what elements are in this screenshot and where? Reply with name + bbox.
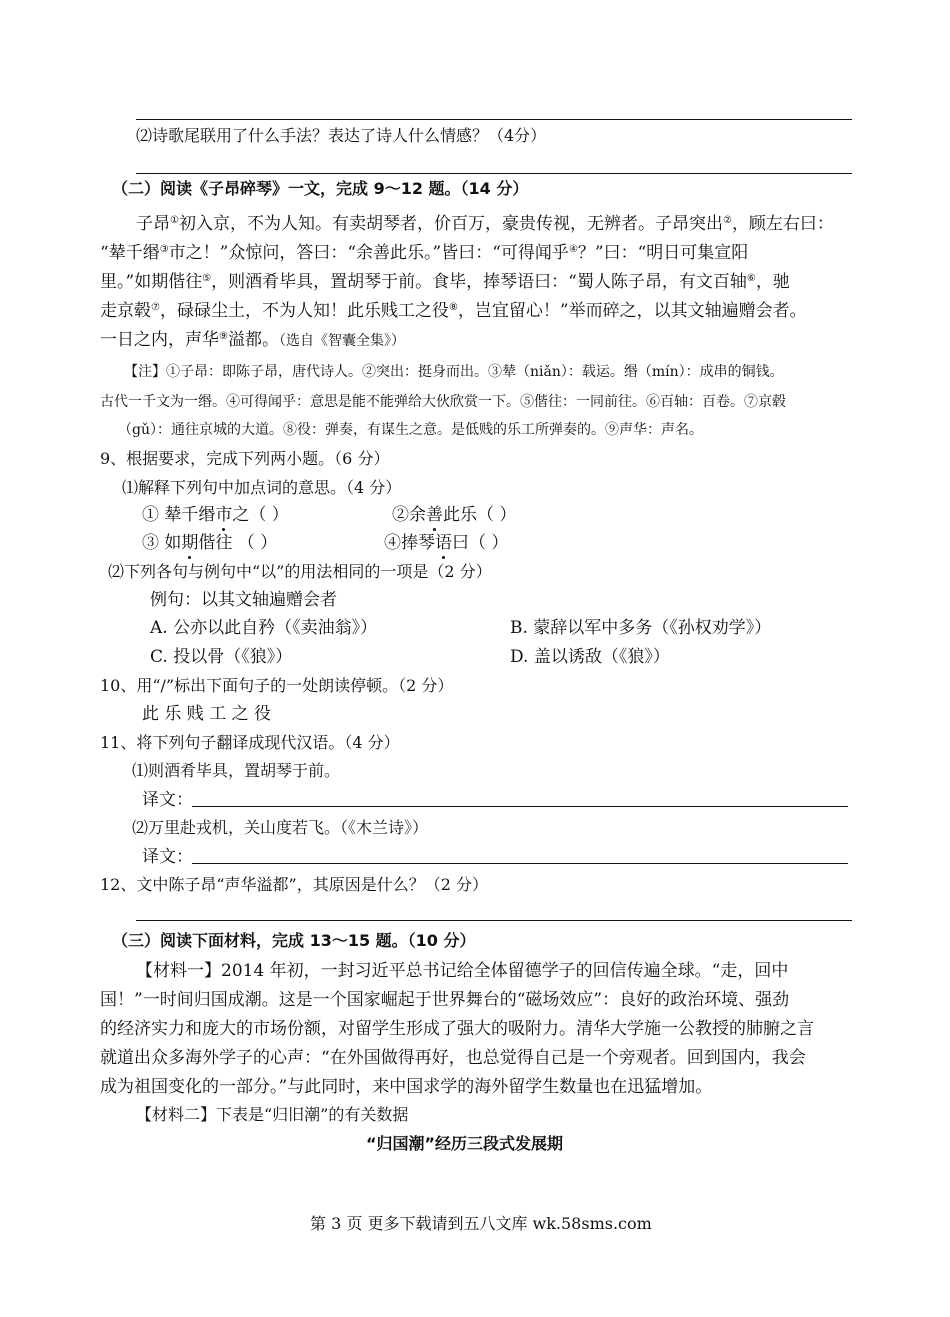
question-9-title: 9、根据要求，完成下列两小题。（6 分） (100, 449, 390, 468)
question-9-2: ⑵下列各句与例句中“以”的用法相同的一项是（2 分） (108, 562, 492, 581)
notes-line-3: （gǔ）：通往京城的大道。⑧役：弹奏，有谋生之意。是低贱的乐工所弹奏的。⑨声华：声名。 (118, 422, 703, 438)
material-1-line-4: 就道出众多海外学子的心声：“在外国做得再好，也总觉得自己是一个旁观者。回到国内，我会 (100, 1048, 806, 1068)
q9-item-3: ③ 如期偕往 （ ） (142, 533, 278, 553)
section-2-title: （二）阅读《子昂碎琴》一文，完成 9～12 题。（14 分） (112, 179, 529, 198)
q9-example: 例句：以其文轴遍赠会者 (150, 590, 337, 610)
question-12: 12、文中陈子昂“声华溢都”，其原因是什么？（2 分） (100, 875, 488, 894)
material-2-intro: 【材料二】下表是“归旧潮”的有关数据 (136, 1105, 409, 1124)
question-9-1: ⑴解释下列句中加点词的意思。（4 分） (122, 478, 402, 497)
q11-sentence-1: ⑴则酒肴毕具，置胡琴于前。 (132, 761, 341, 780)
question-8-2: ⑵诗歌尾联用了什么手法？表达了诗人什么情感？（4分） (136, 126, 547, 145)
notes-line-1: 【注】①子昂：即陈子昂，唐代诗人。②突出：挺身而出。③辇（niǎn）：载运。缗（mín）：成串的铜钱。 (124, 364, 784, 380)
passage-line-5: 一日之内，声华⑨溢都。（选自《智囊全集》） (100, 330, 405, 350)
material-1-line-3: 的经济实力和庞大的市场份额，对留学生形成了强大的吸附力。清华大学施一公教授的肺腑之言 (100, 1019, 814, 1039)
section-3-title: （三）阅读下面材料，完成 13～15 题。（10 分） (112, 931, 476, 950)
question-11-title: 11、将下列句子翻译成现代汉语。（4 分） (100, 733, 400, 752)
option-a: A. 公亦以此自矜（《卖油翁》） (150, 618, 378, 638)
passage-line-1: 子昂①初入京，不为人知。有卖胡琴者，价百万，豪贵传视，无辨者。子昂突出②，顾左右曰： (136, 214, 834, 234)
table-title: “归国潮”经历三段式发展期 (366, 1134, 564, 1153)
option-b: B. 蒙辞以军中多务（《孙权劝学》） (510, 618, 772, 638)
material-1-line-5: 成为祖国变化的一部分。”与此同时，来中国求学的海外留学生数量也在迅猛增加。 (100, 1077, 713, 1097)
translation-line-1[interactable] (192, 806, 848, 807)
q9-item-4: ④捧琴语曰（ ） (384, 533, 509, 553)
question-10-title: 10、用“/”标出下面句子的一处朗读停顿。（2 分） (100, 676, 454, 695)
material-1-line-1: 【材料一】2014 年初，一封习近平总书记给全体留德学子的回信传遍全球。“走，回中 (136, 961, 789, 981)
notes-line-2: 古代一千文为一缗。④可得闻乎：意思是能不能弹给大伙欣赏一下。⑤偕往：一同前往。⑥百轴：百卷。⑦京毂 (100, 394, 786, 410)
passage-line-3: 里。”如期偕往⑤，则酒肴毕具，置胡琴于前。食毕，捧琴语曰：“蜀人陈子昂，有文百轴⑥，驰 (100, 272, 790, 292)
page-footer: 第 3 页 更多下载请到五八文库 wk.58sms.com (310, 1214, 652, 1233)
answer-line[interactable] (136, 920, 852, 921)
option-d: D. 盖以诱敌（《狼》） (510, 647, 670, 667)
q9-item-2: ②余善此乐（ ） (392, 505, 517, 525)
translation-line-2[interactable] (192, 863, 848, 864)
translation-label-2: 译文： (142, 847, 193, 867)
answer-line (136, 119, 852, 120)
passage-line-2: “辇千缗③市之！”众惊问，答曰：“余善此乐。”皆曰：“可得闻乎④？”曰：“明日可集宣阳 (100, 243, 749, 263)
q9-item-1: ① 辇千缗市之（ ） (142, 505, 289, 525)
q11-sentence-2: ⑵万里赴戎机，关山度若飞。（《木兰诗》） (132, 818, 429, 837)
translation-label-1: 译文： (142, 790, 193, 810)
passage-source: （选自《智囊全集》） (278, 333, 405, 349)
passage-line-4: 走京毂⑦，碌碌尘土，不为人知！此乐贱工之役⑧，岂宜留心！”举而碎之，以其文轴遍赠会者。 (100, 301, 807, 321)
q10-sentence: 此 乐 贱 工 之 役 (142, 704, 272, 724)
option-c: C. 投以骨（《狼》） (150, 647, 293, 667)
answer-line (136, 173, 852, 174)
material-1-line-2: 国！”一时间归国成潮。这是一个国家崛起于世界舞台的“磁场效应”：良好的政治环境、强劲 (100, 990, 790, 1010)
